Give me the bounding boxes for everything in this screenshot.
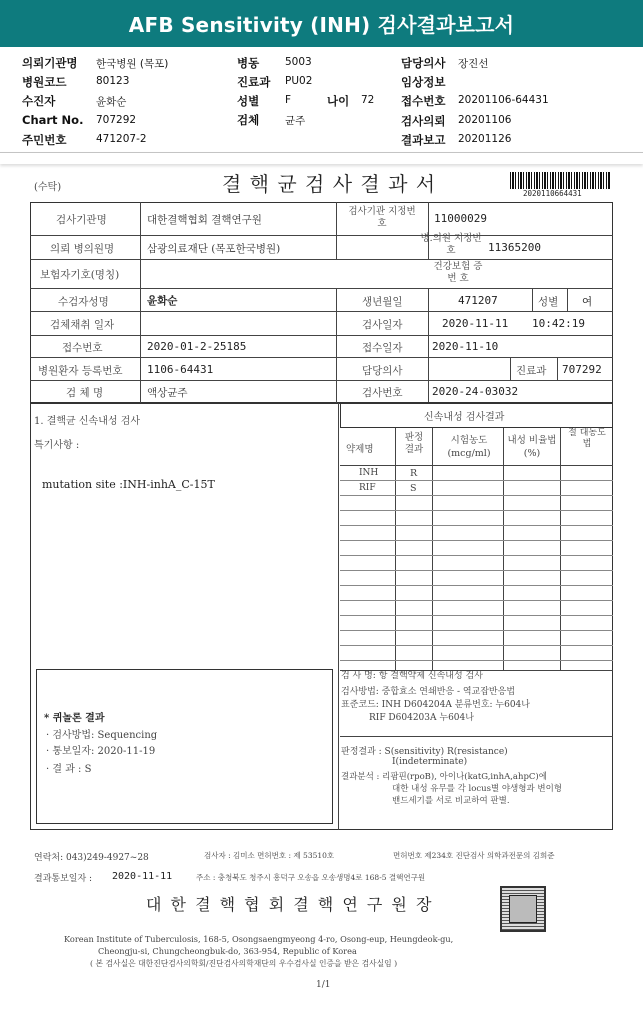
english-address-2: Cheongju-si, Chungcheongbuk-do, 363-954, Republic of Korea [98, 946, 357, 956]
patient-label-scan: 수검자성명 [58, 296, 109, 308]
specimen-label-scan: 검 체 명 [66, 387, 104, 399]
col-conc: 시험농도 (mcg/ml) [447, 435, 491, 459]
patient-value-scan: 윤화순 [147, 295, 178, 307]
result-row-line [340, 630, 613, 631]
row-result-inh: R [410, 468, 418, 479]
notice-label: 결과통보일자 : [34, 874, 93, 884]
insurance-label: 건강보험 증 번 호 [433, 261, 483, 284]
insurer-label: 보험자기호(명칭) [40, 269, 120, 281]
mutation-site: mutation site :INH-inhA_C-15T [42, 478, 215, 491]
test-no-label: 검사번호 [362, 387, 403, 399]
patient-label: 수진자 [22, 94, 56, 108]
test-date-label: 검사일자 [362, 319, 403, 331]
result-row-line [340, 525, 613, 526]
clinical-label: 임상정보 [401, 75, 446, 89]
inst-no-label: 검사기관 지정번호 [348, 206, 416, 229]
official-seal-icon [500, 886, 546, 932]
ward-value: 5003 [285, 56, 312, 68]
report-title: AFB Sensitivity (INH) 검사결과보고서 [128, 13, 515, 37]
institution-label: 검사기관명 [56, 214, 107, 226]
dept-value: PU02 [285, 75, 313, 87]
recv-date-value: 2020-11-10 [432, 340, 499, 353]
receipt-value-scan: 2020-01-2-25185 [147, 340, 247, 353]
specimen-label: 검체 [237, 113, 260, 127]
req-hospital-value: 한국병원 (목포) [96, 58, 169, 70]
q-method: · 검사방법: Sequencing [46, 730, 158, 741]
chart-value: 707292 [96, 114, 137, 126]
row-drug-inh: INH [359, 468, 379, 478]
method-line-4: RIF D604203A 누604나 [369, 713, 474, 723]
result-row-line [340, 645, 613, 646]
req-date-value: 20201106 [458, 114, 512, 126]
judge-line-3: 결과분석 : 리팜핀(rpoB), 아이나(katG,inhA,ahpC)에 [341, 772, 547, 782]
row-result-rif: S [410, 483, 417, 494]
rrn-label: 주민번호 [22, 133, 67, 147]
result-row-line [340, 555, 613, 556]
specimen-value-scan: 액상균주 [147, 387, 188, 399]
barcode-number: 2020110664431 [523, 189, 582, 198]
test-no-value: 2020-24-03032 [432, 385, 519, 398]
section1-title: 1. 결핵균 신속내성 검사 [34, 416, 141, 427]
patient-value: 윤화순 [96, 96, 127, 108]
test-time-value: 10:42:19 [532, 317, 585, 330]
req-date-label: 검사의뢰 [401, 114, 446, 128]
inst-no-value: 11000029 [434, 212, 487, 225]
test-date-value: 2020-11-11 [442, 317, 509, 330]
result-header: 신속내성 검사결과 [424, 412, 505, 423]
phone: 연락처: 043)249-4927~28 [34, 853, 149, 863]
code-label: 병원코드 [22, 75, 67, 89]
result-row-line [340, 600, 613, 601]
code-value: 80123 [96, 75, 130, 87]
reg-label: 병원환자 등록번호 [38, 365, 123, 377]
doctor-value: 장진선 [458, 58, 489, 70]
doctor-label: 담당의사 [401, 56, 446, 70]
remarks-label: 특기사항 : [34, 440, 80, 451]
reg-value: 1106-64431 [147, 363, 214, 376]
dob-value: 471207 [458, 294, 498, 307]
report-title-bar [0, 0, 643, 47]
judge-line-2: I(indeterminate) [392, 757, 468, 767]
col-abs: 절 대농도 법 [568, 428, 606, 449]
sex-label-scan: 성별 [538, 296, 559, 308]
col-ratio: 내성 비율법(%) [507, 435, 557, 459]
result-row-line [340, 585, 613, 586]
q-result: · 결 과 : S [46, 764, 92, 775]
recv-date-label: 접수일자 [362, 342, 403, 354]
rrn-value: 471207-2 [96, 133, 147, 145]
result-row-line [340, 615, 613, 616]
col-result: 판정 결과 [404, 432, 424, 455]
method-line-3: 표준코드: INH D604204A 분류번호: 누604나 [341, 700, 530, 710]
sample-date-label: 검체채취 일자 [50, 319, 115, 331]
dob-label: 생년월일 [362, 296, 403, 308]
chart-label: Chart No. [22, 113, 84, 127]
address: 주소 : 충청북도 청주시 흥덕구 오송읍 오송생명4로 168-5 결핵연구원 [196, 873, 426, 882]
result-row-line [340, 510, 613, 511]
scan-title: 결 핵 균 검 사 결 과 서 [222, 172, 437, 196]
ward-label: 병동 [237, 56, 260, 70]
sex-label: 성별 [237, 94, 260, 108]
examiner: 검사자 : 김미소 면허번호 : 제 53510호 [204, 851, 335, 860]
method-line-1: 검 사 명: 항 결핵약제 신속내성 검사 [341, 671, 483, 681]
receive-tag: (수탁) [34, 182, 62, 193]
age-value: 72 [361, 94, 375, 106]
judge-line-1: 판정결과 : S(sensitivity) R(resistance) [341, 747, 508, 757]
q-date: · 통보일자: 2020-11-19 [46, 746, 156, 757]
english-address-1: Korean Institute of Tuberculosis, 168-5, Osongsaengmyeong 4-ro, Osong-eup, Heungdeok-gu, [64, 934, 454, 944]
license: 면허번호 제234호 진단검사 의학과전문의 김희준 [393, 851, 555, 860]
page-number: 1/1 [316, 980, 331, 990]
result-row-line [340, 495, 613, 496]
method-line-2: 검사방법: 중합효소 연쇄반응 - 역교잡반응법 [341, 687, 516, 697]
institution-value: 대한결핵협회 결핵연구원 [147, 214, 262, 226]
doctor-label-scan: 담당의사 [362, 365, 403, 377]
org-name: 대 한 결 핵 협 회 결 핵 연 구 원 장 [146, 895, 434, 914]
result-row-line [340, 660, 613, 661]
scanned-report [0, 166, 643, 1029]
notice-date: 2020-11-11 [112, 871, 173, 882]
receipt-label: 접수번호 [401, 94, 446, 108]
req-inst-label: 의뢰 병의원명 [50, 243, 115, 255]
dept-label: 진료과 [237, 75, 271, 89]
sex-value-scan: 여 [582, 296, 593, 308]
patient-info-block [0, 55, 643, 147]
judge-line-4: 대한 내성 유무를 각 locus별 야생형과 변이형 [392, 784, 563, 794]
header-divider [0, 152, 643, 164]
dept-value-scan: 707292 [562, 363, 602, 376]
req-hospital-label: 의뢰기관명 [22, 56, 78, 70]
receipt-value: 20201106-64431 [458, 94, 549, 106]
disclaimer: ( 본 검사실은 대한진단검사의학회/진단검사의학재단의 우수검사실 인증을 받은 검사실임 ) [90, 959, 398, 968]
receipt-label-scan: 접수번호 [62, 342, 103, 354]
age-label: 나이 [327, 94, 350, 108]
sex-value: F [285, 94, 292, 106]
report-date-label: 결과보고 [401, 133, 446, 147]
row-drug-rif: RIF [359, 483, 376, 493]
specimen-value: 균주 [285, 115, 306, 127]
col-drug: 약제명 [346, 444, 374, 455]
req-inst-value: 삼광의료재단 (목포한국병원) [147, 243, 281, 255]
result-row-line [340, 540, 613, 541]
dept-label-scan: 진료과 [516, 365, 547, 377]
clinic-no-label: 병.의원 지정번호 [420, 233, 482, 256]
clinic-no-value: 11365200 [488, 241, 541, 254]
result-row-line [340, 570, 613, 571]
report-date-value: 20201126 [458, 133, 512, 145]
barcode [510, 172, 610, 189]
judge-line-5: 밴드세기를 서로 비교하여 판별. [392, 796, 510, 806]
result-row-line [340, 480, 613, 481]
quinolone-title: * 퀴놀론 결과 [44, 713, 105, 724]
